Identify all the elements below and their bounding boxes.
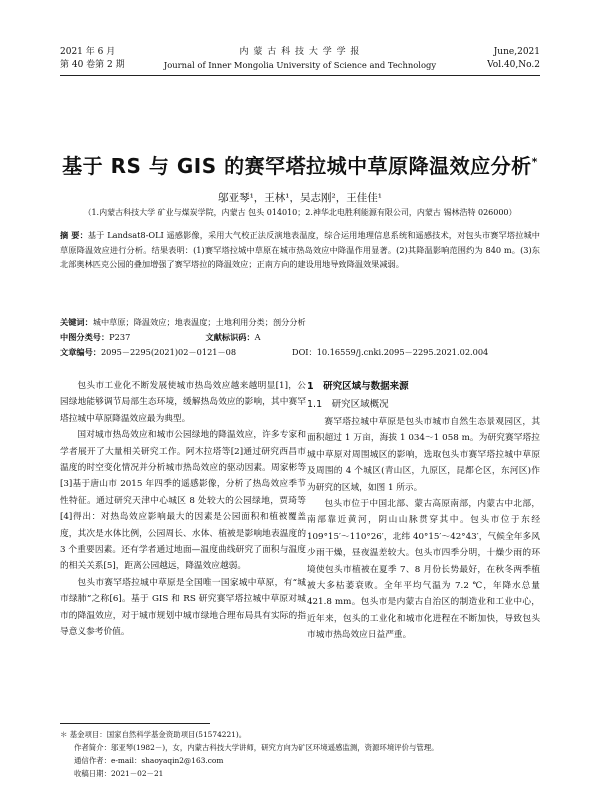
clc-value: P237 bbox=[109, 332, 131, 342]
title-footnote-mark: * bbox=[531, 155, 538, 169]
corresponding-email: 通信作者：e-mail：shaoyaqin2@163.com bbox=[74, 756, 224, 765]
journal-name-en: Journal of Inner Mongolia University of Science and Technology bbox=[163, 60, 437, 70]
doc-code-value: A bbox=[254, 332, 261, 342]
received-date: 收稿日期：2021－02－21 bbox=[74, 769, 164, 778]
fund-note: ＊ 基金项目：国家自然科学基金资助项目(51574221)。 bbox=[60, 730, 247, 739]
left-column bbox=[60, 378, 306, 641]
doi-value: 10.16559/j.cnki.2095－2295.2021.02.004 bbox=[316, 347, 489, 357]
keywords-label: 关键词： bbox=[60, 317, 93, 327]
intro-paragraph-3: 包头市赛罕塔拉城中草原是全国唯一国家城中草原，有“城市绿肺”之称[6]。基于 GIS 和 RS 研究赛罕塔拉城中草原对城市的降温效应，对于城市规划中城市绿地合理布局具有实际的指导意义参考价值。 bbox=[60, 577, 306, 638]
header-left bbox=[60, 46, 125, 72]
header-center bbox=[140, 46, 460, 72]
intro-paragraph-1: 包头市工业化不断发展使城市热岛效应越来越明显[1]，公园绿地能够调节局部生态环境，缓解热岛效应的影响，其中赛罕塔拉城中草原降温效应最为典型。 bbox=[60, 381, 306, 424]
doc-code-label: 文献标识码： bbox=[205, 332, 255, 342]
clc-label: 中图分类号： bbox=[60, 332, 110, 342]
author-bio: 作者简介：邬亚琴(1982－)，女，内蒙古科技大学讲师，研究方向为矿区环境遥感监测，资源环境评价与管理。 bbox=[74, 743, 439, 752]
classification-row bbox=[60, 330, 540, 344]
journal-name-cn: 内 蒙 古 科 技 大 学 学 报 bbox=[239, 47, 361, 57]
study-area-paragraph-1: 赛罕塔拉城中草原是包头市城市自然生态景观园区，其面积超过 1 万亩，海拔 1 034～1 058 m。为研究赛罕塔拉城中草原对周围城区的影响，选取包头市赛罕塔拉城中草原及周围的 4 个城区(青山区，九原区，昆都仑区，东河区)作为研究的区域，如图 1 所示。 bbox=[307, 417, 540, 493]
footnotes bbox=[60, 728, 540, 780]
keywords-text: 城中草原；降温效应；地表温度；土地利用分类；剖分分析 bbox=[92, 317, 306, 327]
abstract bbox=[60, 228, 540, 272]
study-area-paragraph-2: 包头市位于中国北部、蒙古高原南部，内蒙古中北部，南部靠近黄河，阴山山脉贯穿其中。包头市位于东经 109°15′～110°26′，北纬 40°15′～42°43′，气候全年多风少雨干燥，昼夜温差较大。包头市四季分明，十燥少雨的环境使包头市植被在夏季 7、8 月份长势最好，在秋冬两季植被大多枯萎衰败。全年平均气温为 7.2 ℃，年降水总量 421.8 mm。包头市是内蒙古自治区的制造业和工业中心，近年来，包头的工业化和城市化进程在不断加快，导致包头市城市热岛效应日益严重。 bbox=[307, 499, 540, 641]
header-volume-en: Vol.40,No.2 bbox=[487, 60, 540, 70]
header-right bbox=[487, 46, 540, 72]
subsection-heading: 1.1 研究区域概况 bbox=[307, 399, 389, 410]
section-heading: 1 研究区域与数据来源 bbox=[307, 381, 409, 392]
header-date: 2021 年 6 月 bbox=[60, 47, 116, 57]
article-no-label: 文章编号： bbox=[60, 347, 101, 357]
doi-label: DOI： bbox=[292, 347, 317, 357]
affiliation: （1.内蒙古科技大学 矿业与煤炭学院，内蒙古 包头 014010；2.神华北电胜利能源有限公司，内蒙古 锡林浩特 026000） bbox=[83, 208, 517, 217]
header-date-en: June,2021 bbox=[493, 47, 540, 57]
article-title bbox=[0, 150, 600, 179]
header-volume: 第 40 卷第 2 期 bbox=[60, 60, 125, 70]
article-no-value: 2095－2295(2021)02－0121－08 bbox=[100, 347, 237, 357]
doi bbox=[292, 345, 488, 359]
right-column bbox=[307, 378, 540, 644]
footnote-rule bbox=[60, 723, 210, 724]
article-number-row bbox=[60, 345, 540, 359]
intro-paragraph-2: 国对城市热岛效应和城市公园绿地的降温效应，许多专家和学者展开了大量相关研究工作。阿木拉塔等[2]通过研究西昌市温度的时空变化情况并分析城市热岛效应的驱动因素。周家彬等[3]基于唐山市 2015 年四季的遥感影像，分析了热岛效应季节性特征。通过研究天津中心城区 8 处较大的公园绿地，贾琦等[4]得出：对热岛效应影响最大的因素是公园面积和植被覆盖度，其次是水体比例，公园周长、水体、植被是影响地表温度的 3 个重要因素。还有学者通过地面—温度曲线研究了面积与温度的相关关系[5]，距离公园越远，降温效应越弱。 bbox=[60, 430, 306, 572]
header-rule bbox=[60, 75, 540, 76]
abstract-text: 基于 Landsat8-OLI 遥感影像，采用大气校正法反演地表温度，综合运用地理信息系统和遥感技术，对包头市赛罕塔拉城中草原降温效应进行分析。结果表明：(1)赛罕塔拉城中草原在城市热岛效应中降温作用显著。(2)其降温影响范围约为 840 m。(3)东北部奥林匹克公园的叠加增强了赛罕塔拉的降温效应；正南方向的建设用地导致降温效果减弱。 bbox=[60, 230, 540, 269]
keywords bbox=[60, 315, 540, 329]
authors: 邬亚琴¹，王林¹，吴志刚²，王佳佳¹ bbox=[218, 192, 382, 204]
article-title-text: 基于 RS 与 GIS 的赛罕塔拉城中草原降温效应分析 bbox=[62, 154, 532, 178]
abstract-label: 摘 要： bbox=[60, 230, 88, 240]
